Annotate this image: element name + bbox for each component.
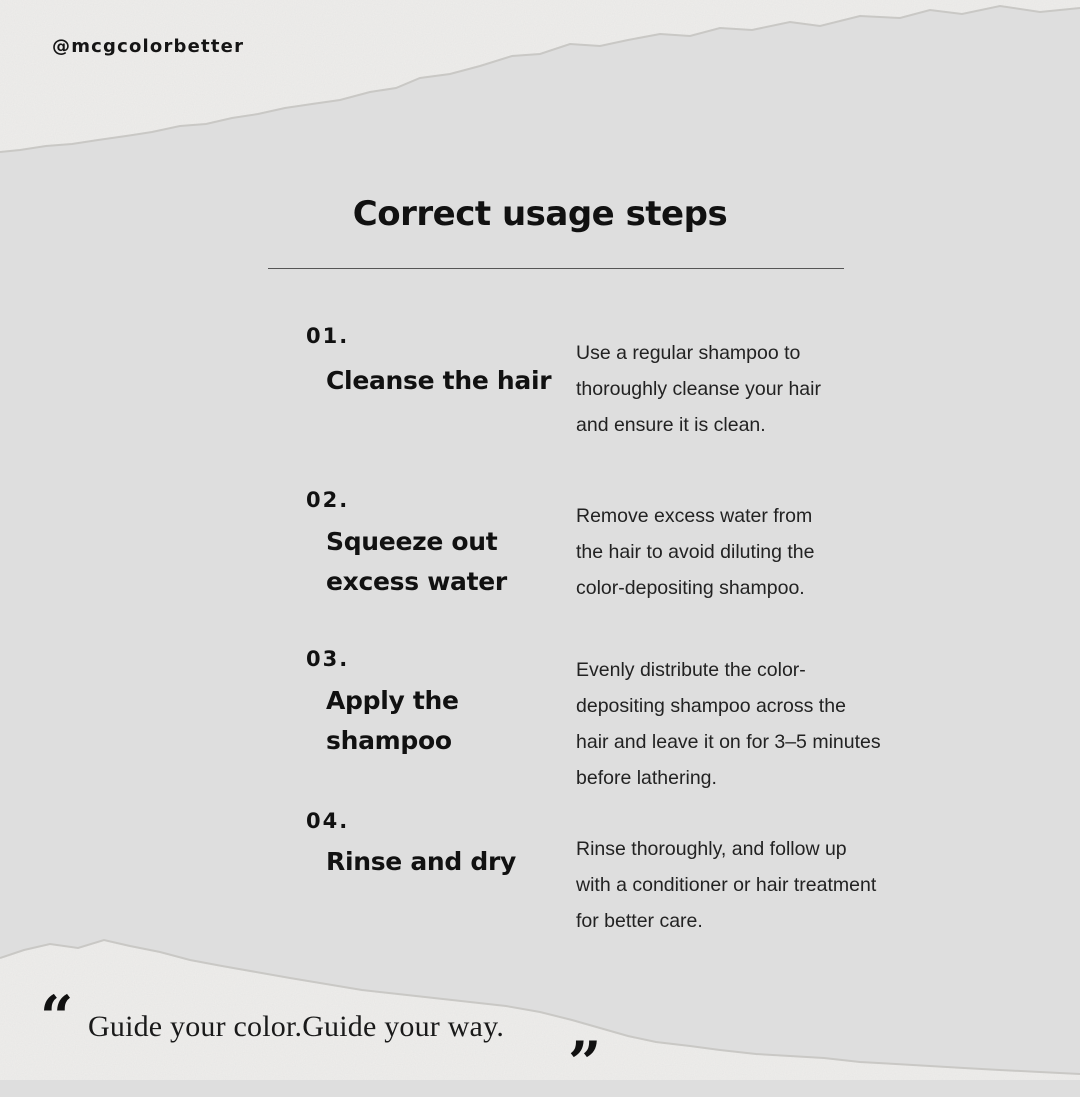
step-description-line: with a conditioner or hair treatment [576, 874, 877, 896]
step-description-line: for better care. [576, 910, 703, 932]
step-number: 04. [306, 809, 350, 833]
step-title: Cleanse the hair [326, 366, 552, 395]
step-title: Apply the shampoo [326, 686, 459, 755]
step-description [576, 831, 926, 939]
step-title: Squeeze out excess water [326, 527, 507, 596]
step-description-line: the hair to avoid diluting the [576, 541, 815, 563]
step-number: 01. [306, 324, 350, 348]
step-description-line: hair and leave it on for 3–5 minutes [576, 731, 881, 753]
title-divider [268, 268, 844, 269]
step-description-line: Remove excess water from [576, 505, 813, 527]
step-description [576, 652, 926, 796]
step-description-line: color-depositing shampoo. [576, 577, 805, 599]
tagline: Guide your color.Guide your way. [88, 1010, 505, 1043]
step-description-line: Evenly distribute the color- [576, 659, 806, 681]
step-description-line: and ensure it is clean. [576, 414, 766, 436]
step-description-line: before lathering. [576, 767, 717, 789]
close-quote-icon: ” [568, 1029, 602, 1097]
step-title: Rinse and dry [326, 847, 517, 876]
step-description [576, 335, 926, 443]
step-number: 02. [306, 488, 350, 512]
step-description-line: thoroughly cleanse your hair [576, 378, 821, 400]
step-description-line: depositing shampoo across the [576, 695, 846, 717]
account-handle: @mcgcolorbetter [52, 36, 245, 57]
step-description [576, 498, 926, 606]
page-title: Correct usage steps [352, 194, 728, 234]
open-quote-icon: “ [40, 983, 74, 1051]
step-description-line: Use a regular shampoo to [576, 342, 801, 364]
step-description-line: Rinse thoroughly, and follow up [576, 838, 847, 860]
step-number: 03. [306, 647, 350, 671]
